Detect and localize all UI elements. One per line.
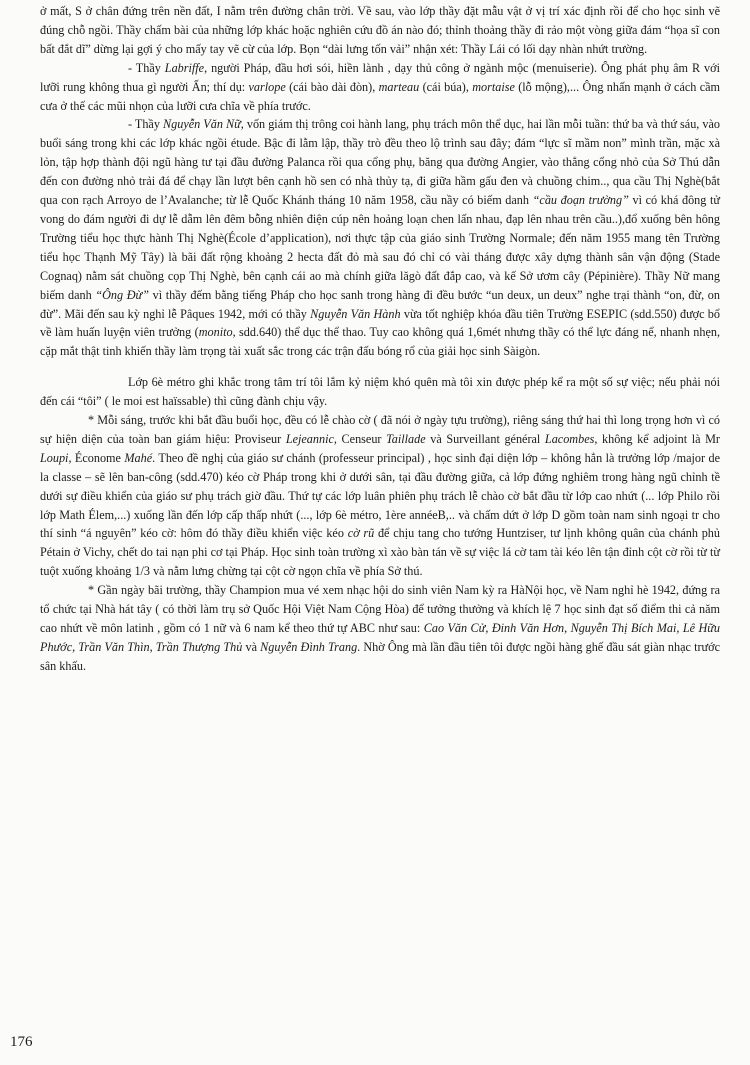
italic-text: Labriffe <box>164 60 205 75</box>
italic-text: Taillade <box>386 431 426 446</box>
italic-text: Lacombes <box>544 431 595 446</box>
italic-text: marteau <box>378 79 420 94</box>
italic-text: Nguyễn Đình Trang <box>260 639 358 654</box>
italic-text: Nguyễn Văn Hành <box>310 306 401 321</box>
paragraph: ở mất, S ở chân đứng trên nền đất, I nằm trên đường chân trời. Về sau, vào lớp thầy đặt mẫu vật ở vị trí xác định rồi để cho học sinh vẽ đúng chỗ ngồi. Thầy chấm bài của những lớp khác hoặc nghiên cứu đồ án nào đó; thỉnh thoảng thầy đi rảo một vòng giữa đám “họa sĩ con bất đắt dĩ” dừng lại gợi ý cho mấy tay vẽ cừ của lớp. Bọn “dài lưng tốn vải” nhận xét: Thầy Lái có lối dạy nhàn nhứt trường. <box>40 4 720 56</box>
paragraph: * Gần ngày bãi trường, thầy Champion mua vé xem nhạc hội do sinh viên Nam kỳ ra HàNội học, về Nam nghỉ hè 1942, đứng ra tổ chức tại Nhà hát tây ( có thời làm trụ sở Quốc Hội Việt Nam Cộng Hòa) để tưởng thưởng và khích lệ 7 học sinh đạt số điểm thi cả năm cao nhứt về môn latinh , gồm có 1 nữ và 6 nam kể theo thứ tự ABC như sau: Cao Văn Cử, Đinh Văn Hơn, Nguyễn Thị Bích Mai, Lê Hữu Phước, Trần Văn Thìn, Trần Thượng Thủ và Nguyễn Đình Trang. Nhờ Ông mà lần đầu tiên tôi được ngồi hàng ghế đầu sát giàn nhạc trước sân khấu. <box>40 583 720 673</box>
italic-text: varlope <box>248 79 286 94</box>
paragraph: * Mỗi sáng, trước khi bắt đầu buổi học, đều có lễ chào cờ ( đã nói ở ngày tựu trường), riêng sáng thứ hai thì long trọng hơn vì có sự hiện diện của toàn ban giám hiệu: Proviseur Lejeannic, Censeur Taillade và Surveillant général Lacombes, không kể adjoint là Mr Loupi, Économe Mahé. Theo đề nghị của giáo sư chánh (professeur principal) , học sinh đại diện lớp – không hẳn là trưởng lớp /major de la classe – sẽ lên ban-công (sdd.470) kéo cờ Pháp trong khi ở dưới sân, tại đầu đường giữa, cả lớp đứng nghiêm trong hàng ngũ chỉnh tề dưới sự điều khiển của giáo sư phụ trách giờ đầu. Thứ tự các lớp luân phiên phụ trách lễ chào cờ bắt đầu từ lớp cao nhứt (... lớp Philo rồi lớp Math Élem,...) xuống lần đến lớp cấp thấp nhứt (..., lớp 6è métro, 1ère annéeB,.. và chấm dứt ở lớp D gồm toàn nam sinh ngoại tr cho thí sinh “á nguyên” kéo cờ: hôm đó thầy điều khiển việc kéo cờ rũ để chịu tang cho tướng Huntziser, tư lịnh không quân của chánh phủ Pétain ở Vichy, chết do tai nạn phi cơ tại Pháp. Học sinh toàn trường xì xào bàn tán về sự việc lá cờ tam tài kéo lên tận đỉnh cột cờ rồi từ từ tuột xuống khoảng 1/3 và nằm lưng chừng tại cột cờ ngọn chĩa về phía Sở thú. <box>40 413 720 579</box>
italic-text: cờ rũ <box>347 526 375 541</box>
italic-text: Mahé <box>124 450 153 465</box>
paragraph: - Thầy Labriffe, người Pháp, đầu hơi sói, hiền lành , dạy thủ công ở ngành mộc (menuiserie). Ông phát phụ âm R với lưỡi rung không thua gì người Ấn; thí dụ: varlope (cái bào dài đòn), marteau (cái búa), mortaise (lỗ mộng),... Ông nhấn mạnh ở cách cầm cưa ở thế các mũi nhọn của lưỡi cưa chĩa về phía trước. <box>40 60 720 113</box>
italic-text: “cầu đoạn trường” <box>532 193 629 208</box>
italic-text: mortaise <box>472 79 515 94</box>
italic-text: monito <box>198 325 233 340</box>
italic-text: Loupi <box>40 450 69 465</box>
italic-text: Nguyễn Văn Nữ <box>163 117 241 132</box>
italic-text: Lejeannic <box>285 431 334 446</box>
page-number: 176 <box>10 1034 33 1050</box>
paragraph: Lớp 6è métro ghi khắc trong tâm trí tôi lắm kỷ niệm khó quên mà tôi xin được phép kể ra một số sự việc; nếu phải nói đến cái “tôi” ( le moi est haïssable) thì cũng đành chịu vậy. <box>40 375 720 409</box>
italic-text: “Ông Đừ” <box>95 287 149 302</box>
italic-text: Cao Văn Cử, Đinh Văn Hơn, Nguyễn Thị Bích Mai, Lê Hữu Phước, Trần Văn Thìn, Trần Thượng Thủ <box>40 621 720 654</box>
paragraph: - Thầy Nguyễn Văn Nữ, vốn giám thị trông coi hành lang, phụ trách môn thể dục, hai lần mỗi tuần: thứ ba và thứ sáu, vào buổi sáng trong khi các lớp khác ngồi étude. Bậc đi lằm lập, thầy trò đều theo lộ trình sau đây; đám “lực sĩ mầm non” mình trần, mặc xà lỏn, tập hợp thành đội ngũ hàng tư tại đầu đường Palanca rồi qua cổng phụ, băng qua đường Angier, vào thẳng cổng nhỏ của Sở Thú dẫn đến con đường nhỏ trải đá để chạy lần lượt bên cạnh hồ sen có nhà thủy tạ, đi giữa hầm gấu đen và chuồng chim.., qua cầu Thị Nghè(bắt qua con rạch Arroyo de l’Avalanche; từ lễ Quốc Khánh tháng 10 năm 1958, cầu nầy có biếm danh “cầu đoạn trường” vì có khá đông tử vong do đám người đi dự lễ dẫm lên đêm bỗng nhiên điện cúp nên hoảng loạn chen lấn nhau, đạp lên nhau trên cầu..),đổ xuống bên hông Trường tiểu học thực hành Thị Nghè(École d’application), nơi thực tập của giáo sinh Trường Normale; đến năm 1955 mang tên Trường tiểu học Thạnh Mỹ Tây) là bãi đất rộng khoảng 2 hecta đất đỏ mà sau đó chỉ có vài tháng được xây dựng thành sân vận động (Stade Cognaq) nằm sát chuồng cọp Thị Nghè, bên cạnh cái ao mà chính giữa lăgò đất đắp cao, và kế Sở ươm cây (Pépinière). Thầy Nữ mang biếm danh “Ông Đừ” vì thầy đếm bằng tiếng Pháp cho học sanh trong hàng đi đều bước “un deux, un deux” nghe trại thành “on, đừ, on đừ”. Mãi đến sau kỳ nghỉ lễ Pâques 1942, mới có thầy Nguyễn Văn Hành vừa tốt nghiệp khóa đầu tiên Trường ESEPIC (sdd.550) được bổ về làm huấn luyện viên trưởng (monito, sdd.640) thể dục thể thao. Tuy cao không quá 1,6mét nhưng thầy có thể lực đáng nể, nhanh nhẹn, cặp mắt thật tinh khiến thầy làm trọng tài xuất sắc trong các trận đấu bóng rổ của giải học sinh Sàigòn. <box>40 117 720 359</box>
body-text <box>40 2 720 676</box>
